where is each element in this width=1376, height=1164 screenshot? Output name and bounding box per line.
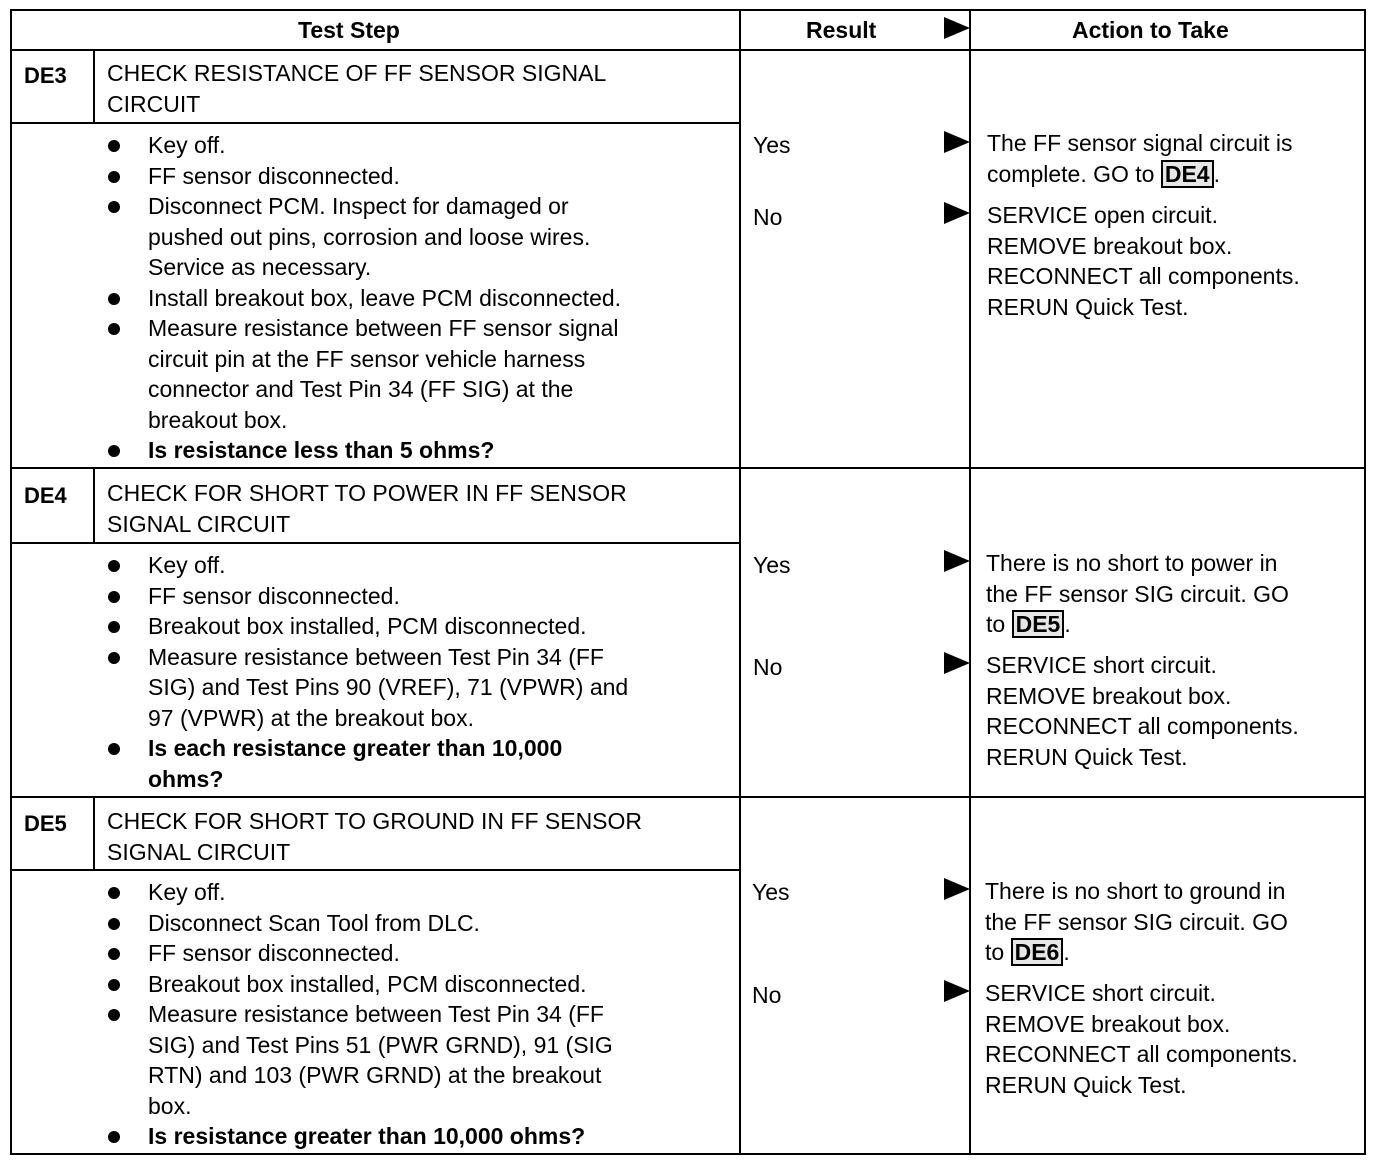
instruction-text: FF sensor disconnected. bbox=[148, 582, 400, 609]
instruction-text: Key off. bbox=[148, 132, 226, 158]
bullet-icon bbox=[108, 323, 120, 335]
step-question bbox=[106, 733, 628, 794]
bullet-icon bbox=[108, 293, 120, 305]
instruction-text: Measure resistance between Test Pin 34 (FF bbox=[148, 1001, 604, 1027]
action-text: The FF sensor signal circuit is bbox=[987, 130, 1293, 156]
action-text: complete. GO to bbox=[987, 160, 1155, 187]
action-text: SERVICE open circuit. bbox=[987, 202, 1218, 228]
action-text: the FF sensor SIG circuit. GO bbox=[986, 580, 1289, 607]
instruction-text: Disconnect PCM. Inspect for damaged or bbox=[148, 193, 569, 219]
result-yes: Yes bbox=[753, 552, 791, 578]
result-no: No bbox=[753, 204, 783, 230]
action-text: REMOVE breakout box. bbox=[985, 1010, 1231, 1037]
instruction-text: Measure resistance between FF sensor signal bbox=[148, 315, 619, 341]
instruction-text: Service as necessary. bbox=[148, 254, 372, 280]
instruction-item bbox=[106, 642, 628, 734]
action-yes bbox=[986, 548, 1289, 640]
bullet-icon bbox=[108, 979, 120, 991]
instruction-text: RTN) and 103 (PWR GRND) at the breakout bbox=[148, 1062, 602, 1088]
header-divider bbox=[10, 49, 1366, 51]
instruction-text: Key off. bbox=[148, 552, 226, 578]
instruction-item bbox=[106, 938, 613, 969]
instruction-text: FF sensor disconnected. bbox=[148, 940, 400, 966]
instruction-text: Key off. bbox=[148, 879, 226, 905]
action-text: RERUN Quick Test. bbox=[987, 293, 1189, 320]
action-no bbox=[986, 650, 1299, 772]
action-text: RECONNECT all components. bbox=[986, 713, 1299, 739]
ref-suffix: . bbox=[1213, 160, 1220, 187]
bullet-icon bbox=[108, 445, 120, 457]
step-question bbox=[106, 1121, 613, 1152]
instruction-item bbox=[106, 161, 621, 192]
action-text: REMOVE breakout box. bbox=[987, 232, 1233, 259]
step-title-line: SIGNAL CIRCUIT bbox=[107, 839, 291, 865]
bullet-icon bbox=[108, 201, 120, 213]
action-text: RECONNECT all components. bbox=[985, 1041, 1298, 1067]
bullet-icon bbox=[108, 171, 120, 183]
arrow-right-icon bbox=[944, 550, 970, 572]
instruction-text: Install breakout box, leave PCM disconnected. bbox=[148, 284, 622, 311]
step-id-divider bbox=[93, 49, 95, 124]
step-id-divider bbox=[93, 467, 95, 544]
bullet-icon bbox=[108, 948, 120, 960]
arrow-right-icon bbox=[944, 652, 970, 674]
instruction-text: FF sensor disconnected. bbox=[148, 162, 400, 189]
step-reference: DE6 bbox=[1011, 938, 1064, 966]
question-text: ohms? bbox=[148, 765, 224, 792]
step-title-line: CHECK FOR SHORT TO POWER IN FF SENSOR bbox=[107, 480, 627, 506]
bullet-icon bbox=[108, 743, 120, 755]
bullet-icon bbox=[108, 652, 120, 664]
instruction-text: breakout box. bbox=[148, 406, 288, 433]
header-action: Action to Take bbox=[1072, 17, 1229, 43]
instruction-item bbox=[106, 581, 628, 612]
instruction-text: SIG) and Test Pins 90 (VREF), 71 (VPWR) and bbox=[148, 674, 629, 700]
header-test-step: Test Step bbox=[298, 17, 400, 43]
instruction-item bbox=[106, 877, 613, 908]
step-instructions bbox=[106, 550, 628, 794]
ref-suffix: . bbox=[1064, 611, 1071, 637]
instruction-text: 97 (VPWR) at the breakout box. bbox=[148, 704, 474, 731]
step-title-line: CIRCUIT bbox=[107, 91, 201, 117]
step-title-divider bbox=[10, 542, 740, 544]
action-text: to bbox=[985, 939, 1005, 965]
column-divider-result bbox=[739, 9, 741, 1155]
action-yes bbox=[985, 876, 1288, 968]
bullet-icon bbox=[108, 887, 120, 899]
result-yes: Yes bbox=[753, 132, 791, 158]
arrow-right-icon bbox=[944, 980, 970, 1002]
arrow-right-icon bbox=[944, 131, 970, 153]
step-instructions bbox=[106, 130, 621, 466]
instruction-item bbox=[106, 550, 628, 581]
action-text: the FF sensor SIG circuit. GO bbox=[985, 908, 1288, 935]
instruction-item bbox=[106, 611, 628, 642]
question-text: Is resistance greater than 10,000 ohms? bbox=[148, 1123, 586, 1149]
step-id: DE3 bbox=[24, 63, 67, 88]
instruction-item bbox=[106, 283, 621, 314]
instruction-item bbox=[106, 130, 621, 161]
instruction-text: Breakout box installed, PCM disconnected. bbox=[148, 970, 587, 997]
row-divider bbox=[10, 467, 1366, 469]
step-id: DE5 bbox=[24, 811, 67, 836]
action-no bbox=[987, 200, 1300, 322]
action-text: RERUN Quick Test. bbox=[985, 1071, 1187, 1098]
header-arrow-icon bbox=[944, 17, 970, 39]
action-text: SERVICE short circuit. bbox=[986, 652, 1217, 678]
step-title-divider bbox=[10, 869, 740, 871]
bullet-icon bbox=[108, 591, 120, 603]
arrow-right-icon bbox=[944, 878, 970, 900]
step-reference: DE4 bbox=[1161, 160, 1214, 188]
step-title-line: SIGNAL CIRCUIT bbox=[107, 511, 291, 537]
question-text: Is each resistance greater than 10,000 bbox=[148, 735, 563, 761]
instruction-text: circuit pin at the FF sensor vehicle harness bbox=[148, 345, 586, 372]
step-title-line: CHECK FOR SHORT TO GROUND IN FF SENSOR bbox=[107, 808, 643, 834]
ref-suffix: . bbox=[1063, 939, 1070, 965]
step-question bbox=[106, 435, 621, 466]
arrow-right-icon bbox=[944, 202, 970, 224]
bullet-icon bbox=[108, 1009, 120, 1021]
action-text: RECONNECT all components. bbox=[987, 263, 1300, 289]
step-instructions bbox=[106, 877, 613, 1152]
instruction-item bbox=[106, 969, 613, 1000]
action-no bbox=[985, 978, 1298, 1100]
action-text: to bbox=[986, 611, 1006, 637]
action-text: SERVICE short circuit. bbox=[985, 980, 1216, 1006]
action-text: There is no short to power in bbox=[986, 550, 1278, 576]
step-id-divider bbox=[93, 796, 95, 871]
bullet-icon bbox=[108, 918, 120, 930]
instruction-item bbox=[106, 908, 613, 939]
step-title-line: CHECK RESISTANCE OF FF SENSOR SIGNAL bbox=[107, 60, 607, 86]
bullet-icon bbox=[108, 140, 120, 152]
instruction-text: SIG) and Test Pins 51 (PWR GRND), 91 (SIG bbox=[148, 1031, 613, 1058]
result-yes: Yes bbox=[752, 879, 790, 905]
step-reference: DE5 bbox=[1012, 610, 1065, 638]
result-no: No bbox=[752, 982, 782, 1008]
header-result: Result bbox=[806, 17, 877, 43]
action-text: There is no short to ground in bbox=[985, 878, 1286, 904]
action-text: RERUN Quick Test. bbox=[986, 743, 1188, 770]
instruction-text: Breakout box installed, PCM disconnected. bbox=[148, 613, 587, 639]
bullet-icon bbox=[108, 621, 120, 633]
instruction-item bbox=[106, 191, 621, 283]
row-divider bbox=[10, 796, 1366, 798]
result-no: No bbox=[753, 654, 783, 680]
step-id: DE4 bbox=[24, 483, 67, 508]
instruction-text: box. bbox=[148, 1092, 192, 1119]
instruction-text: Disconnect Scan Tool from DLC. bbox=[148, 909, 480, 936]
instruction-text: connector and Test Pin 34 (FF SIG) at the bbox=[148, 376, 574, 402]
instruction-item bbox=[106, 999, 613, 1121]
bullet-icon bbox=[108, 560, 120, 572]
instruction-text: Measure resistance between Test Pin 34 (FF bbox=[148, 643, 604, 670]
action-yes bbox=[987, 128, 1292, 189]
action-text: REMOVE breakout box. bbox=[986, 682, 1232, 709]
step-title-divider bbox=[10, 122, 740, 124]
instruction-text: pushed out pins, corrosion and loose wires. bbox=[148, 223, 591, 250]
question-text: Is resistance less than 5 ohms? bbox=[148, 437, 495, 463]
bullet-icon bbox=[108, 1131, 120, 1143]
instruction-item bbox=[106, 313, 621, 435]
